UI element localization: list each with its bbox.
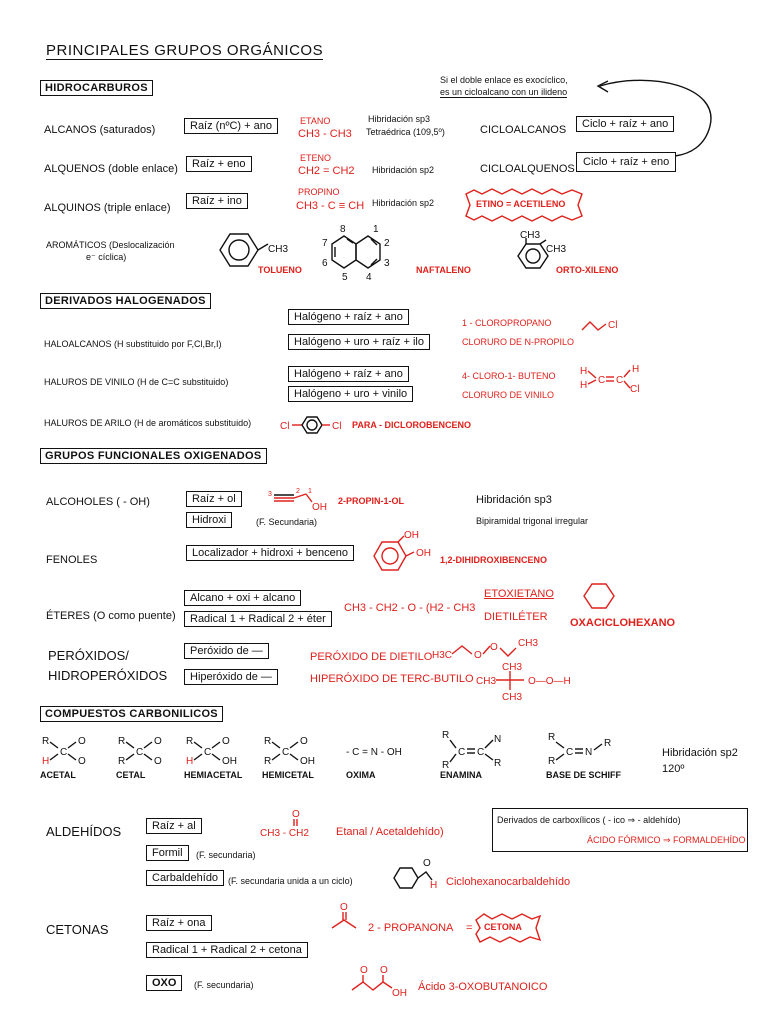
alcoholes-rule: Raíz + ol [186,491,242,507]
peroxido-dietilo-name: PERÓXIDO DE DIETILO [310,651,433,663]
cetonas-label: CETONAS [46,922,109,937]
svg-text:2: 2 [384,238,390,249]
alquenos-hyb: Hibridación sp2 [372,165,435,175]
aldehidos-label: ALDEHÍDOS [46,824,122,839]
cetonas-rule1: Raíz + ona [146,915,212,931]
hiperoxido-rule: Hiperóxido de — [184,669,278,685]
svg-text:Cl: Cl [332,421,342,432]
svg-text:CH3: CH3 [502,692,523,703]
oxo-rule: OXO [146,975,182,991]
catecol-structure [368,530,438,578]
carbonyl-structure [440,728,540,771]
vinilo-label: HALUROS DE VINILO (H de C=C substituido) [44,377,229,387]
oxobutanoico-structure [348,964,416,1000]
svg-text:C: C [282,747,290,758]
oxaciclohexano-name: OXACICLOHEXANO [570,617,676,629]
svg-text:R: R [42,736,50,747]
svg-text:N: N [494,734,502,745]
cicloalcanos-label: CICLOALCANOS [480,124,567,136]
carbonyl-name: ENAMINA [440,770,482,780]
etanal-name: Etanal / Acetaldehído) [336,826,444,838]
naftaleno-name: NAFTALENO [416,265,471,275]
cloruro-propilo-name: CLORURO DE N-PROPILO [462,337,575,347]
svg-text:CH3 - CH2: CH3 - CH2 [260,828,309,839]
aromaticos-label: AROMÁTICOS (Deslocalización [46,240,175,250]
carbonyl-name: ACETAL [40,770,76,780]
etoxietano-name: ETOXIETANO [484,588,554,600]
svg-text:C: C [458,747,466,758]
svg-text:OH: OH [416,548,431,559]
carbonyl-structure [346,728,446,768]
svg-text:C: C [477,747,485,758]
svg-text:CH3: CH3 [502,662,523,673]
propinol-structure [268,488,332,516]
carbonyl-name: BASE DE SCHIFF [546,770,622,780]
svg-text:O: O [300,736,308,747]
svg-text:O: O [154,736,162,747]
svg-text:O: O [380,965,388,976]
arilo-label: HALUROS DE ARILO (H de aromáticos substituido) [44,418,252,428]
cloropropano-name: 1 - CLOROPROPANO [462,318,552,328]
section-oxigenados: GRUPOS FUNCIONALES OXIGENADOS [40,448,267,464]
svg-text:C: C [60,747,68,758]
carbonyl-name: CETAL [116,770,146,780]
eteres-rule2: Radical 1 + Radical 2 + éter [184,611,332,627]
svg-text:C: C [566,747,574,758]
alcanos-hyb: Hibridación sp3 [368,114,431,124]
svg-text:OH: OH [312,502,327,513]
carbonyl-name: OXIMA [346,770,376,780]
alquinos-label: ALQUINOS (triple enlace) [44,202,171,214]
exocyclic-note-line1: Si el doble enlace es exocíclico, [440,75,568,85]
eteno-name: ETENO [300,153,332,163]
svg-text:C: C [204,747,212,758]
svg-text:7: 7 [322,238,328,249]
carbonyl-name: HEMICETAL [262,770,314,780]
svg-text:O: O [490,642,498,653]
fenoles-label: FENOLES [46,554,98,566]
alcanos-rule: Raíz (nºC) + ano [184,118,278,134]
svg-text:4: 4 [366,272,372,283]
svg-text:O: O [78,756,86,767]
cloropropano-structure [580,314,630,338]
svg-text:R: R [494,758,502,769]
carboxilicos-rule: Derivados de carboxílicos ( - ico ⇒ - aldehído) [497,815,681,825]
carbonilicos-angle: 120º [662,763,685,775]
cetona-badge: CETONA [484,922,522,932]
haloalcanos-rule2: Halógeno + uro + raíz + ilo [288,334,430,350]
propinol-name: 2-PROPIN-1-OL [338,496,405,506]
dietileter-name: DIETILÉTER [484,611,548,623]
alquinos-rule: Raíz + ino [186,193,248,209]
haloalcanos-rule1: Halógeno + raíz + ano [288,309,409,325]
alquenos-label: ALQUENOS (doble enlace) [44,163,178,175]
svg-text:2: 2 [296,488,300,495]
svg-text:- C = N - OH: - C = N - OH [346,747,402,758]
acetileno-badge: ETINO = ACETILENO [476,199,566,209]
svg-text:R: R [442,760,450,771]
aromaticos-label2: e⁻ cíclica) [86,252,127,262]
page-title: PRINCIPALES GRUPOS ORGÁNICOS [46,42,324,59]
svg-text:C: C [136,747,144,758]
svg-text:H: H [42,756,50,767]
svg-text:O: O [154,756,162,767]
eteres-label: ÉTERES (O como puente) [46,610,176,622]
ciclohexanocarbaldehido-structure [390,856,450,894]
ortoxileno-name: ORTO-XILENO [556,265,619,275]
svg-text:O—O—H: O—O—H [528,676,571,687]
svg-text:O: O [292,809,300,820]
etanal-structure [258,808,338,838]
svg-text:OH: OH [222,756,237,767]
svg-text:CH3: CH3 [546,244,567,255]
hiperoxido-name: HIPERÓXIDO DE TERC-BUTILO [310,673,474,685]
svg-text:H: H [430,880,438,891]
svg-text:8: 8 [340,224,346,235]
section-carbonilicos: COMPUESTOS CARBONILICOS [40,706,223,722]
carbaldehido-rule: Carbaldehído [146,870,224,886]
svg-text:O: O [78,736,86,747]
alcoholes-hyb: Hibridación sp3 [476,494,552,506]
etano-name: ETANO [300,116,331,126]
hidroxi-rule: Hidroxi [186,512,232,528]
svg-text:1: 1 [373,224,379,235]
propino-formula: CH3 - C ≡ CH [296,200,365,212]
alquinos-hyb: Hibridación sp2 [372,198,435,208]
svg-text:R: R [118,736,126,747]
carbonyl-structure [546,728,646,768]
aldehidos-rule: Raíz + al [146,818,202,834]
carbonilicos-hyb: Hibridación sp2 [662,747,738,759]
svg-text:OH: OH [392,988,407,999]
propanona-structure [326,900,366,934]
svg-text:H3C: H3C [432,650,453,661]
hiperoxido-structure [476,660,596,702]
svg-text:Cl: Cl [630,384,640,395]
cloruro-vinilo-structure [578,362,648,398]
formil-rule: Formil [146,845,189,861]
svg-text:R: R [548,732,556,743]
svg-text:CH3: CH3 [518,638,539,649]
cloruro-vinilo-name: CLORURO DE VINILO [462,390,555,400]
alcoholes-geometry: Bipiramidal trigonal irregular [476,516,589,526]
svg-text:O: O [474,650,482,661]
fenoles-rule: Localizador + hidroxi + benceno [186,545,354,561]
svg-text:CH3: CH3 [476,676,497,687]
vinilo-rule2: Halógeno + uro + vinilo [288,386,413,402]
carbaldehido-note: (F. secundaria unida a un ciclo) [228,876,353,886]
svg-text:N: N [585,747,593,758]
haloalcanos-label: HALOALCANOS (H substituido por F,Cl,Br,I) [44,339,222,349]
oxo-note: (F. secundaria) [194,980,254,990]
tolueno-ch3: CH3 [268,244,289,255]
oxobutanoico-name: Ácido 3-OXOBUTANOICO [418,981,548,993]
alquenos-rule: Raíz + eno [186,156,252,172]
naftaleno-structure [318,226,408,286]
svg-text:H: H [580,366,588,377]
tolueno-name: TOLUENO [258,265,302,275]
svg-text:R: R [442,730,450,741]
ciclohexanocarbaldehido-name: Ciclohexanocarbaldehído [446,876,571,888]
svg-text:R: R [186,736,194,747]
svg-text:Cl: Cl [608,320,618,331]
carboxilicos-box [492,808,748,852]
cetonas-rule2: Radical 1 + Radical 2 + cetona [146,942,308,958]
cicloalquenos-label: CICLOALQUENOS [480,163,575,175]
propanona-name: 2 - PROPANONA [368,922,454,934]
eteno-formula: CH2 = CH2 [298,165,355,177]
hidroxi-note: (F. Secundaria) [256,517,318,527]
section-halogenados: DERIVADOS HALOGENADOS [40,293,211,309]
diclorobenceno-structure [280,412,350,438]
etano-formula: CH3 - CH3 [298,128,352,140]
propino-name: PROPINO [298,187,340,197]
diclorobenceno-name: PARA - DICLOROBENCENO [352,420,471,430]
eteres-rule1: Alcano + oxi + alcano [184,590,301,606]
svg-text:6: 6 [322,258,328,269]
svg-text:OH: OH [300,756,315,767]
svg-text:H: H [580,380,588,391]
svg-text:OH: OH [404,530,419,541]
svg-text:R: R [118,756,126,767]
svg-text:3: 3 [384,258,390,269]
oxaciclohexano-structure [580,580,620,616]
carbonyl-name: HEMIACETAL [184,770,243,780]
peroxidos-label: PERÓXIDOS/ [48,648,129,663]
vinilo-rule1: Halógeno + raíz + ano [288,366,409,382]
svg-text:C: C [598,375,606,386]
svg-text:O: O [360,965,368,976]
cetona-equals: = [466,922,473,934]
svg-text:Cl: Cl [280,421,290,432]
formil-note: (F. secundaria) [196,850,256,860]
alcanos-geometry: Tetraédrica (109,5º) [366,127,445,137]
cicloalcanos-rule: Ciclo + raíz + ano [576,116,674,132]
hidroperoxidos-label: HIDROPERÓXIDOS [48,668,168,683]
clorobuteno-name: 4- CLORO-1- BUTENO [462,371,556,381]
catecol-name: 1,2-DIHIDROXIBENCENO [440,555,548,565]
alcanos-label: ALCANOS (saturados) [44,124,156,136]
svg-text:O: O [423,858,431,869]
svg-text:C: C [616,375,624,386]
section-hidrocarburos: HIDROCARBUROS [40,80,153,96]
svg-text:1: 1 [308,488,312,495]
svg-text:R: R [264,756,272,767]
svg-text:O: O [340,902,348,913]
etoxietano-formula: CH3 - CH2 - O - (H2 - CH3 [344,602,476,614]
exocyclic-note-line2: es un cicloalcano con un ilideno [440,87,568,97]
alcoholes-label: ALCOHOLES ( - OH) [46,496,150,508]
svg-text:3: 3 [268,491,272,498]
formaldehido-rule: ÁCIDO FÓRMICO ⇒ FORMALDEHÍDO [587,835,746,845]
svg-text:R: R [604,738,612,749]
svg-text:H: H [632,364,640,375]
svg-text:O: O [222,736,230,747]
svg-text:CH3: CH3 [520,230,541,241]
cicloalquenos-rule: Ciclo + raíz + eno [576,152,676,172]
peroxido-rule: Peróxido de — [184,643,269,659]
svg-text:R: R [264,736,272,747]
svg-text:H: H [186,756,194,767]
svg-text:5: 5 [342,272,348,283]
svg-text:R: R [548,756,556,767]
